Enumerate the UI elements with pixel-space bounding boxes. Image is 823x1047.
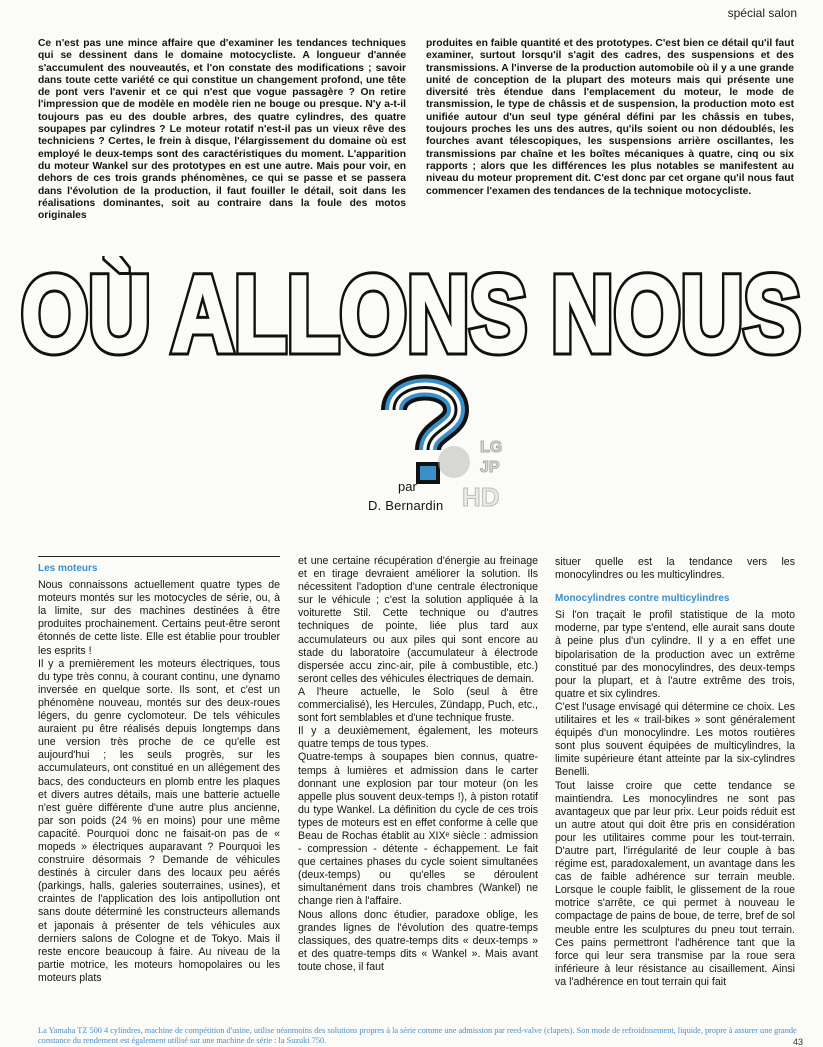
paragraph: A l'heure actuelle, le Solo (seul à être commercialisé), les Hercules, Zündapp, Puch, etc., sont fort semblables et d'une technique fruste. (298, 685, 538, 725)
watermark-line3: HD (462, 482, 500, 512)
section-label: spécial salon (727, 6, 797, 20)
column-3 (555, 556, 795, 1011)
section-heading-moteurs: Les moteurs (38, 563, 98, 574)
watermark-logo (432, 432, 508, 518)
byline-par: par (398, 479, 417, 494)
paragraph: Quatre-temps à soupapes bien connus, quatre-temps à lumières et admission dans le carter donnant une explosion par tour moteur (on les appelle plus souvent deux-temps !), à piston rotatif du type Wankel. La définition du cycle de ces trois types de moteurs est en effet conforme à celle que Beau de Rochas établit au XIXᵉ siècle : admission - compression - détente - échappement. Le fait que certaines phases du cycle soient simultanées (deux-temps) ou qu'elles se déroulent simultanément dans trois chambres (Wankel) ne change rien à l'affaire. (298, 751, 538, 908)
paragraph: situer quelle est la tendance vers les monocylindres ou les multicylindres. (555, 556, 795, 582)
intro-text-right: produites en faible quantité et des prototypes. C'est bien ce détail qu'il faut examiner, surtout lorsqu'il s'agit des cadres, des suspensions et des transmissions. A l'inverse de la production automobile où il y a une grande unité de conception de la plupart des moteurs mais qui présente une diversité très étendue dans l'emplacement du moteur, le mode de transmission, le type de châssis et de suspension, la production moto est unifiée autour d'un seul type général défini par les châssis en tubes, toujours proches les uns des autres, qu'ils soient ou non dédoublés, les fourches avant télescopiques, les suspensions arrière oscillantes, les transmissions par chaîne et les boîtes mécaniques à quatre, cinq ou six rapports ; alors que les différences les plus notables se manifestent au niveau du moteur proprement dit. C'est donc par cet organe qu'il nous faut commencer l'examen des tendances de la technique motocycliste. (426, 38, 794, 197)
section-heading-mono: Monocylindres contre multicylindres (555, 593, 730, 605)
byline-author: D. Bernardin (368, 498, 444, 513)
headline (0, 256, 823, 376)
column-1 (38, 556, 280, 1020)
paragraph: C'est l'usage envisagé qui détermine ce choix. Les utilitaires et les « trail-bikes » sont généralement équipés d'un monocylindre. Les motos routières sont plus souvent équipées de multicylindres, la limite supérieure étant atteinte par la six-cylindres Benelli. (555, 700, 795, 779)
headline-inline-stroke: OÙ ALLONS NOUS (21, 256, 801, 374)
paragraph: Si l'on traçait le profil statistique de la moto moderne, par type s'entend, elle aurait sans doute à peine plus d'un cylindre. Il y a en effet une bipolarisation de la production avec un extrême constitué par des monocylindres, des deux-temps pour la plupart, et à l'autre extrême des trois, quatre et six cylindres. (555, 609, 795, 700)
section-rule (38, 556, 280, 557)
headline-text: OÙ ALLONS NOUS (21, 256, 801, 374)
paragraph: Il y a premièrement les moteurs électriques, tous du type très connu, à courant continu, une dynamo inversée en quelque sorte. Ils sont, et c'est un phénomène nouveau, montés sur des deux-roues légers, du genre cyclomoteur. De tels véhicules auraient pu être réalisés depuis longtemps dans une version très proche de ce qu'elle est aujourd'hui ; les seuls progrès, sur les accumulateurs, ont constitué en un allégement des bacs, des conducteurs en plomb entre les plaques et divers autres détails, mais une batterie actuelle n'est guère différente d'une autre plus ancienne, par son poids (24 % en moins) pour une même capacité. Pourquoi donc ne faisait-on pas de « mopeds » électriques auparavant ? Pourquoi les construire désormais ? Demande de véhicules destinés à circuler dans des locaux peu aérés (parkings, halls, galeries souterraines, usines), et craintes de l'application des lois antipollution ont sans doute déterminé les constructeurs allemands et japonais à présenter de tels véhicules aux derniers salons de Cologne et de Tokyo. Mais il reste encore beaucoup à faire. Au niveau de la partie motrice, les moteurs homopolaires ou les moteurs plats (38, 657, 280, 984)
intro-text-left: Ce n'est pas une mince affaire que d'examiner les tendances techniques qui se dessinent dans le domaine motocycliste. A longueur d'année s'accumulent des nouveautés, et l'on constate des modifications ; savoir dans toute cette variété ce qui constitue un changement profond, une tête de pont vers l'avenir et ce qui n'est que vogue passagère ? On retire l'impression que de modèle en modèle rien ne bouge ou presque. N'y a-t-il toujours pas eu des double arbres, des quatre cylindres, des quatre soupapes par cylindres ? Le moteur rotatif n'est-il pas un vieux rêve des techniciens ? Certes, le frein à disque, l'élargissement du domaine où est employé le deux-temps sont des caractéristiques du moment. L'apparition du moteur Wankel sur des prototypes en est une autre. Mais pour voir, en dehors de ces trois grands phénomènes, ce qui se passe et se passera dans l'évolution de la production, il faut fouiller le détail, soit dans les réalisations dominantes, soit au contraire dans la foule des motos originales (38, 38, 406, 222)
watermark-line1: LG (480, 439, 503, 456)
column-2 (298, 555, 538, 1019)
paragraph: Nous allons donc étudier, paradoxe oblige, les grandes lignes de l'évolution des quatre-temps classiques, des quatre-temps dits « deux-temps » et des quatre-temps dits « Wankel ». Mais avant toute chose, il faut (298, 908, 538, 973)
paragraph: Tout laisse croire que cette tendance se maintiendra. Les monocylindres ne sont pas avantageux que par leur prix. Leur poids réduit est un autre atout qui doit être pris en considération pour les utilitaires comme pour les tout-terrain. D'autre part, l'irrégularité de leur couple à bas régime est, paradoxalement, un avantage dans les cas de faible adhérence sur terrain meuble. Lorsque le couple faiblit, le glissement de la roue motrice s'arrête, ce qui permet à nouveau le compactage de pains de boue, de terre, bref de sol meuble entre les sculptures du pneu tout terrain. Ces pains permettront l'adhérence tant que la force qui leur sera transmise par la roue sera inférieure à leur résistance au cisaillement. Ainsi va l'adhérence en tout terrain qui fait (555, 779, 795, 988)
paragraph: Nous connaissons actuellement quatre types de moteurs montés sur les motocycles de série, ou, à la limite, sur des machines destinées à être produites prochainement. Certains peut-être seront étonnés de cette liste. Elle est établie pour troubler les esprits ! (38, 579, 280, 657)
page-number: 43 (792, 1037, 803, 1047)
watermark-line2: JP (480, 459, 500, 476)
photo-caption: La Yamaha TZ 500 4 cylindres, machine de compétition d'usine, utilise néanmoins des solutions propres à la série comme une admission par reed-valve (clapets). Son mode de refroidissement, liquide, propre à assurer une grande constance du rendement est également utilisé sur une machine de série : la Suzuki 750. (38, 1026, 797, 1045)
paragraph: et une certaine récupération d'énergie au freinage et en tirage devraient améliorer la solution. Ils nécessitent l'adoption d'une centrale électronique sur le véhicule ; c'est la solution appliquée à la voiturette Stil. Cette technique ou d'autres techniques de pointe, liée plus tard aux accumulateurs ou aux piles qui sont encore au stade du laboratoire (accumulateur à électrode dispersée accu zinc-air, pile à combustible, etc.) seront celles des véhicules électriques de demain. (298, 555, 538, 685)
paragraph: Il y a deuxièmement, également, les moteurs quatre temps de tous types. (298, 725, 538, 751)
